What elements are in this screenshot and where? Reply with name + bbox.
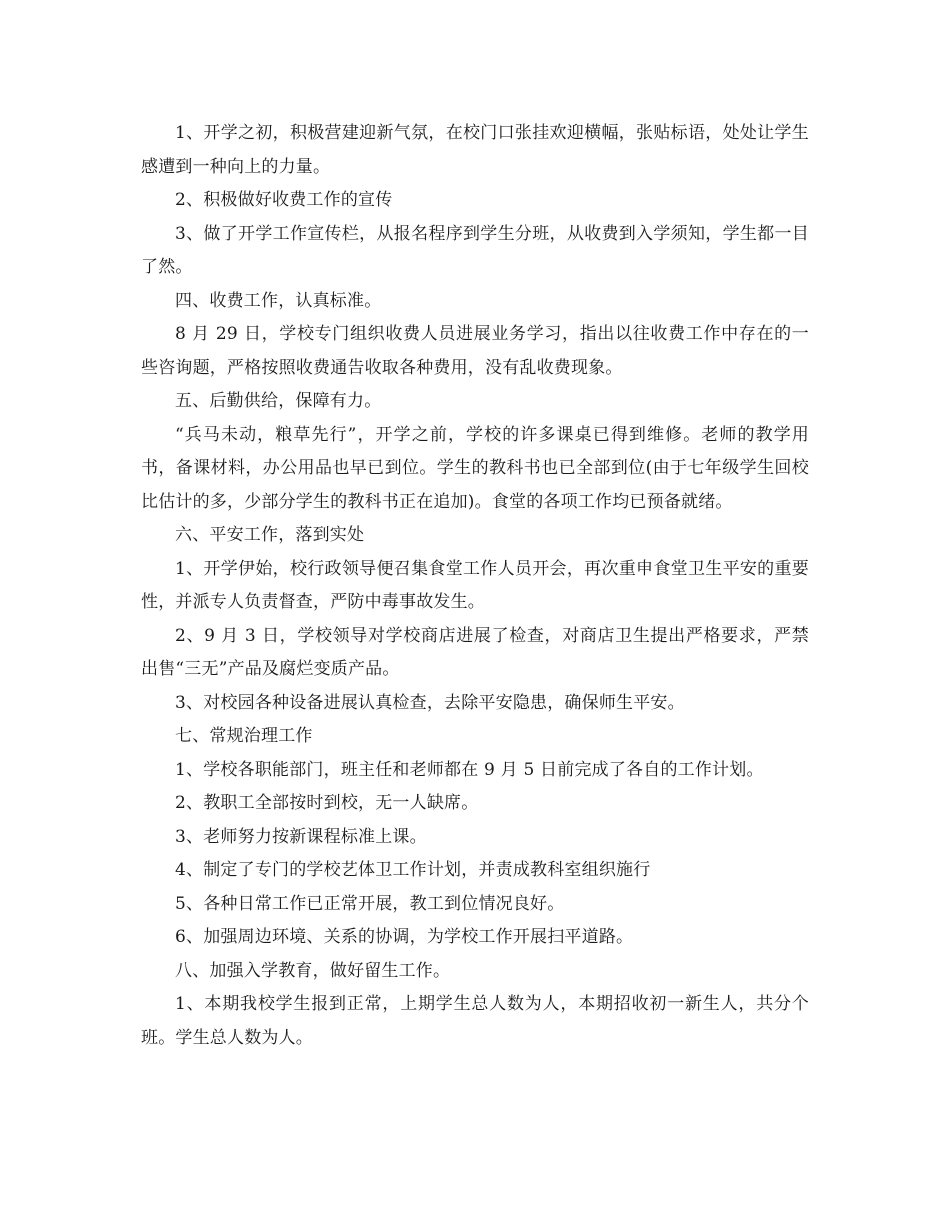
section-heading-8: 八、加强入学教育，做好留生工作。 (175, 960, 451, 981)
paragraph-17: 5、各种日常工作已正常开展，教工到位情况良好。 (175, 893, 565, 914)
paragraph-15: 3、老师努力按新课程标准上课。 (175, 826, 427, 847)
paragraph-1: 1、开学之初，积极营建迎新气氛，在校门口张挂欢迎横幅，张贴标语，处处让学生感遭到一种向上的力量。 (141, 123, 809, 177)
paragraph-10: 2、9 月 3 日，学校领导对学校商店进展了检查，对商店卫生提出严格要求，严禁出售“三无”产品及腐烂变质产品。 (141, 625, 809, 679)
section-heading-5: 五、后勤供给，保障有力。 (175, 391, 382, 411)
paragraph-2: 2、积极做好收费工作的宣传 (175, 190, 393, 210)
section-heading-7: 七、常规治理工作 (175, 726, 313, 746)
paragraph-3: 3、做了开学工作宣传栏，从报名程序到学生分班，从收费到入学须知，学生都一目了然。 (141, 223, 809, 277)
paragraph-18: 6、加强周边环境、关系的协调，为学校工作开展扫平道路。 (175, 927, 634, 947)
section-heading-6: 六、平安工作，落到实处 (175, 525, 365, 545)
paragraph-13: 1、学校各职能部门，班主任和老师都在 9 月 5 日前完成了各自的工作计划。 (175, 759, 764, 780)
paragraph-5: 8 月 29 日，学校专门组织收费人员进展业务学习，指出以往收费工作中存在的一些咨询题，严格按照收费通告收取各种费用，没有乱收费现象。 (141, 324, 809, 378)
paragraph-16: 4、制定了专门的学校艺体卫工作计划，并责成教科室组织施行 (175, 860, 651, 880)
paragraph-7: “兵马未动，粮草先行”，开学之前，学校的许多课桌已得到维修。老师的教学用书，备课材料，办公用品也早已到位。学生的教科书也已全部到位(由于七年级学生回校比估计的多，少部分学生的教科书正在追加)。食堂的各项工作均已预备就绪。 (141, 424, 809, 512)
section-heading-4: 四、收费工作，认真标准。 (175, 290, 382, 311)
paragraph-14: 2、教职工全部按时到校，无一人缺席。 (175, 793, 479, 813)
paragraph-20: 1、本期我校学生报到正常，上期学生总人数为人，本期招收初一新生人，共分个班。学生总人数为人。 (141, 994, 809, 1048)
paragraph-9: 1、开学伊始，校行政领导便召集食堂工作人员开会，再次重申食堂卫生平安的重要性，并派专人负责督查，严防中毒事故发生。 (141, 558, 809, 612)
document-body (141, 117, 809, 1055)
paragraph-11: 3、对校园各种设备进展认真检查，去除平安隐患，确保师生平安。 (175, 692, 685, 713)
